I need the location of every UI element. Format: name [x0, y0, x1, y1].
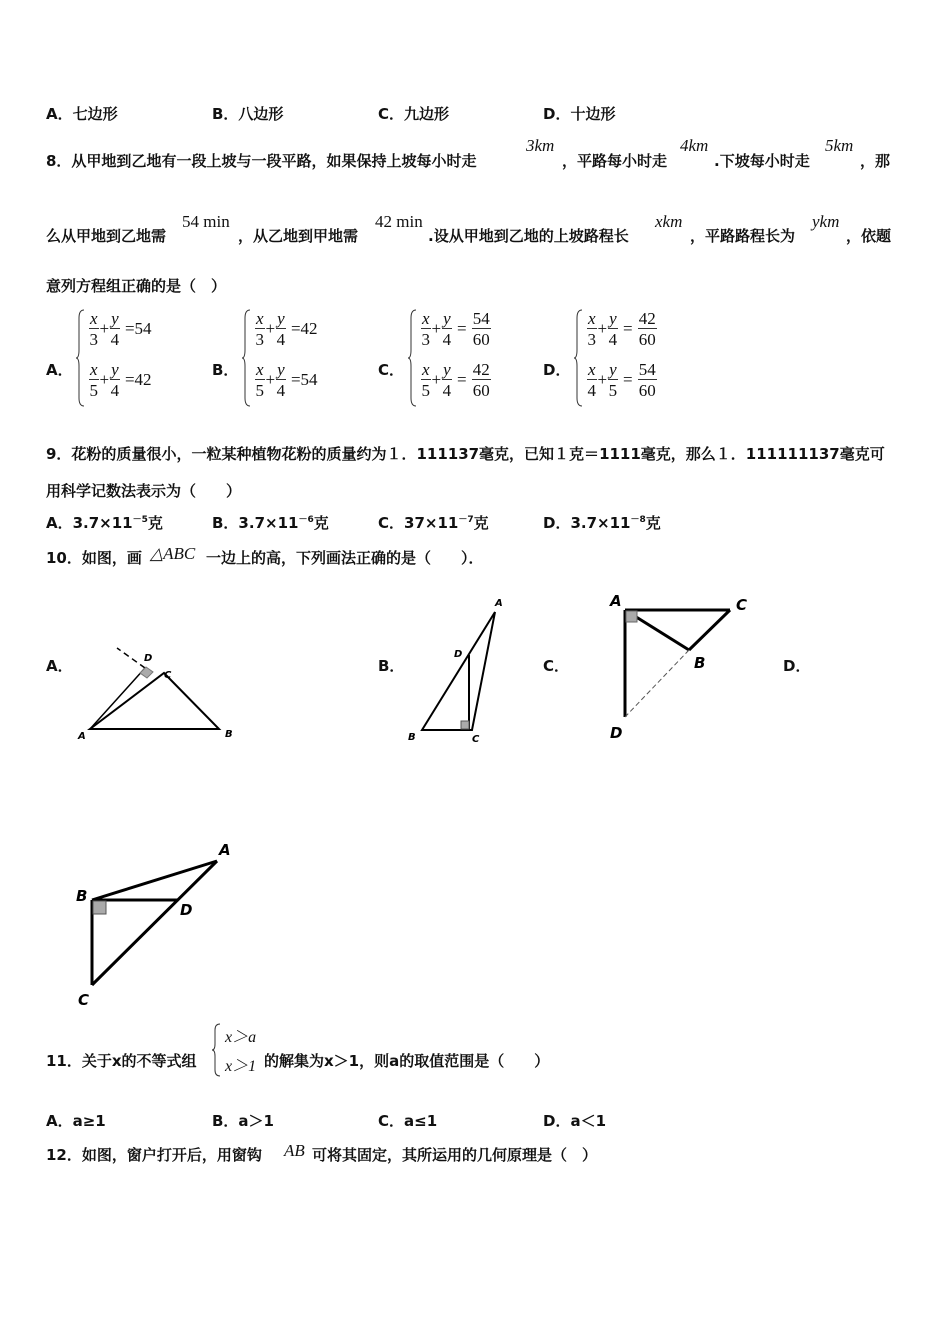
right-angle-mark — [140, 667, 153, 678]
q8-line1-text2: ，平路每小时走 — [562, 152, 668, 170]
q7-option-c: C．九边形 — [378, 105, 450, 123]
brace-icon — [242, 308, 252, 408]
q11-option-b: B．a＞1 — [212, 1112, 274, 1130]
right-angle-mark — [626, 611, 637, 622]
q10-figure-d — [70, 835, 250, 1010]
extension-line — [625, 650, 689, 717]
triangle-shape — [422, 612, 495, 730]
q8-var-x: xkm — [655, 212, 683, 231]
q11-text2: 的解集为x＞1，则a的取值范围是（ ） — [264, 1052, 550, 1070]
brace-icon — [408, 308, 418, 408]
q8-line2-text3: .设从甲地到乙地的上坡路程长 — [428, 227, 629, 245]
q8-time-go: 54 min — [182, 212, 230, 231]
label-c: C — [78, 991, 90, 1009]
q11-ineq-2: x＞1 — [225, 1058, 257, 1075]
q8-line2-text2: ，从乙地到甲地需 — [238, 227, 359, 245]
q8-line1-text3: .下坡每小时走 — [714, 152, 810, 170]
label-d: D — [180, 901, 193, 919]
right-angle-mark — [93, 901, 106, 914]
q10-label-d: D． — [783, 657, 811, 675]
q10-label-b: B． — [378, 657, 405, 675]
extension-line — [117, 648, 145, 668]
brace-icon — [574, 308, 584, 408]
q11-option-d: D．a＜1 — [543, 1112, 607, 1130]
q10-text2: 一边上的高，下列画法正确的是（ ）． — [206, 549, 484, 567]
label-d: D — [454, 649, 463, 660]
height-line — [90, 668, 145, 729]
label-b: B — [408, 732, 416, 743]
brace-icon — [76, 308, 86, 408]
q9-line2: 用科学记数法表示为（ ） — [46, 482, 242, 500]
q12-text2: 可将其固定，其所运用的几何原理是（ ） — [312, 1146, 598, 1164]
label-a: A — [495, 598, 503, 609]
q8-option-c-label: C． — [378, 361, 405, 379]
label-d: D — [610, 724, 623, 742]
q10-label-c: C． — [543, 657, 570, 675]
q8-option-b-label: B． — [212, 361, 239, 379]
label-b: B — [76, 887, 88, 905]
q10-label-a: A． — [46, 657, 73, 675]
q7-option-b: B．八边形 — [212, 105, 284, 123]
q8-var-y: ykm — [812, 212, 840, 231]
label-d: D — [144, 653, 153, 664]
q12-text1: 12．如图，窗户打开后，用窗钩 — [46, 1146, 262, 1164]
q8-line1-text1: 8．从甲地到乙地有一段上坡与一段平路，如果保持上坡每小时走 — [46, 152, 477, 170]
q8-option-d-label: D． — [543, 361, 571, 379]
right-angle-mark — [461, 721, 469, 729]
q8-line2-text1: 么从甲地到乙地需 — [46, 227, 167, 245]
q8-line2-text4: ，平路路程长为 — [690, 227, 796, 245]
q8-line2-text5: ，依题 — [846, 227, 892, 245]
brace-icon — [212, 1022, 222, 1078]
q10-figure-a — [70, 640, 240, 745]
q8-speed-down: 5km — [825, 136, 854, 155]
label-a: A — [219, 841, 231, 859]
q7-option-d: D．十边形 — [543, 105, 616, 123]
label-a: A — [610, 592, 622, 610]
q8-line1-text4: ，那 — [860, 152, 891, 170]
q9-line1: 9．花粉的质量很小，一粒某种植物花粉的质量约为１．111137毫克，已知１克＝1111毫克，那么１．111111137毫克可 — [46, 445, 885, 463]
q8-option-a-label: A． — [46, 361, 73, 379]
label-c: C — [164, 670, 172, 681]
q10-triangle: △ABC — [150, 544, 196, 563]
label-a: A — [78, 731, 86, 742]
q12-ab: AB — [284, 1141, 305, 1160]
q8-speed-flat: 4km — [680, 136, 709, 155]
q10-figure-b — [400, 590, 515, 745]
q7-option-a: A．七边形 — [46, 105, 118, 123]
triangle-shape — [90, 673, 219, 729]
q9-option-b: B．$3.7\times 11^{-6}$克 — [212, 514, 329, 532]
q11-option-a: A．a≥1 — [46, 1112, 106, 1130]
q8-time-back: 42 min — [375, 212, 423, 231]
label-b: B — [694, 654, 706, 672]
q10-text1: 10．如图，画 — [46, 549, 142, 567]
q11-ineq-1: x＞a — [225, 1029, 257, 1046]
q9-option-d: D．$3.7\times 11^{-8}$克 — [543, 514, 661, 532]
label-b: B — [225, 729, 233, 740]
q9-option-a: A．$3.7\times 11^{-5}$克 — [46, 514, 163, 532]
q8-speed-up: 3km — [526, 136, 555, 155]
label-c: C — [736, 596, 748, 614]
q11-option-c: C．a≤1 — [378, 1112, 438, 1130]
q8-question-end: 意列方程组正确的是（ ） — [46, 277, 227, 295]
side-cb — [689, 610, 730, 650]
q10-figure-c — [600, 585, 770, 745]
q11-text1: 11．关于x的不等式组 — [46, 1052, 197, 1070]
q9-option-c: C．$37\times 11^{-7}$克 — [378, 514, 489, 532]
label-c: C — [472, 734, 480, 745]
